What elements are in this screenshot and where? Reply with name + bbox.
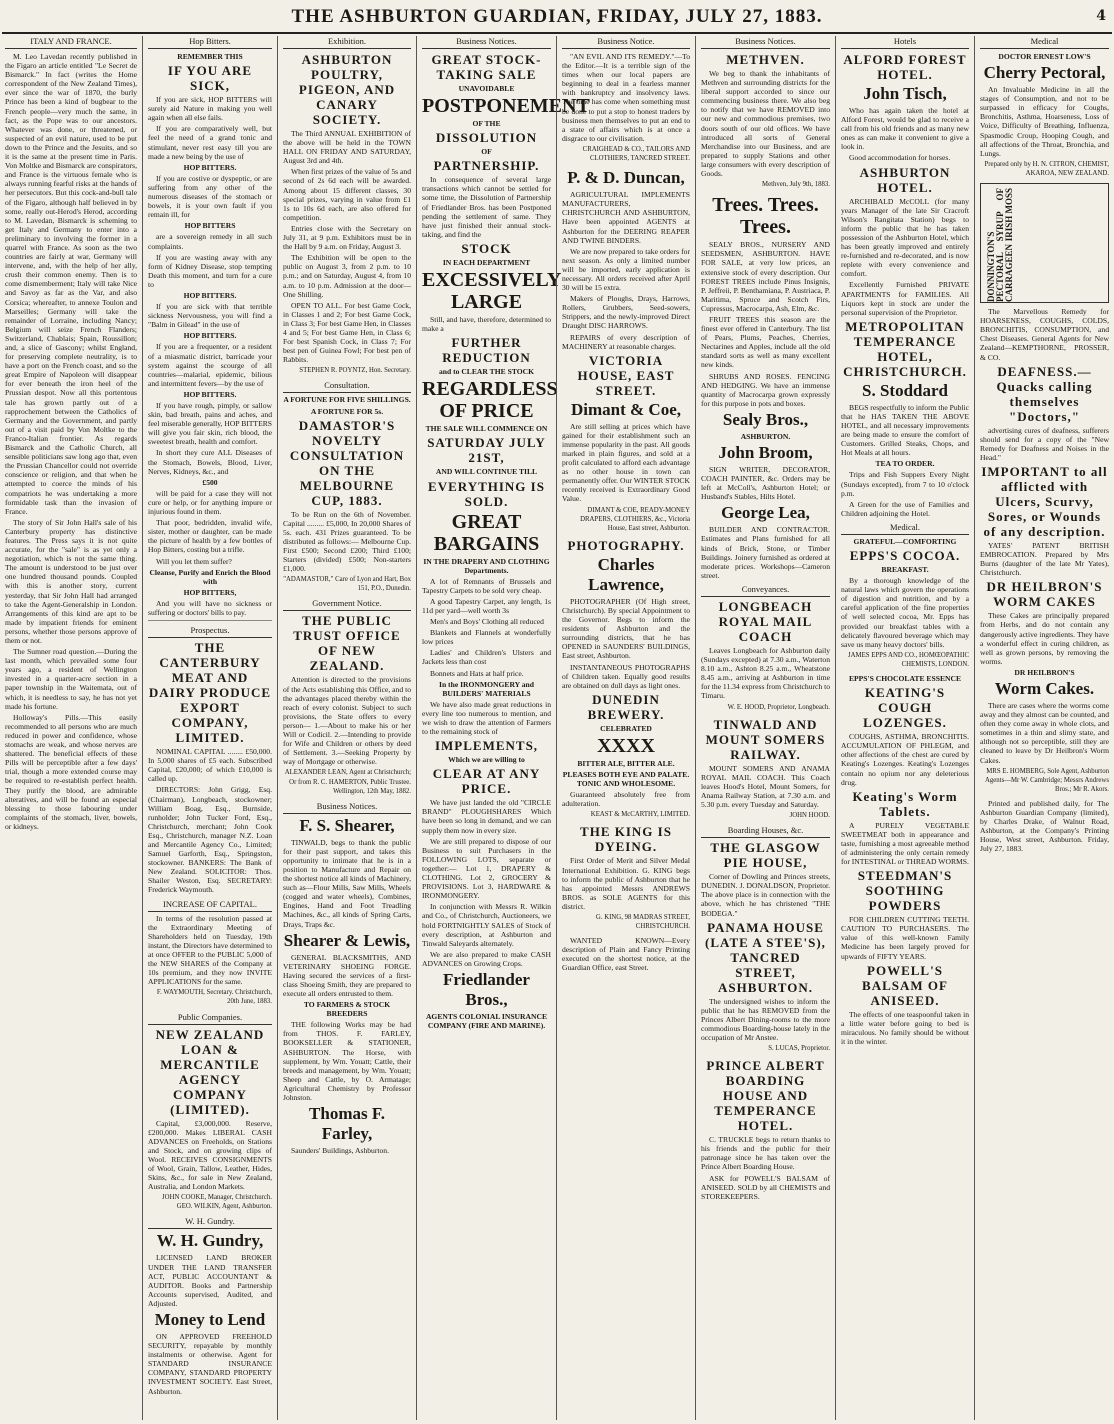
article-paragraph: Are still selling at prices which have gained for their establishment such an immense popularity in the past. All goods marked in plain figures, and sold at a profit calculated to afford each advantage as no other house in town can permanently offer. Our WINTER STOCK recently received is Extraordinary Good Value.	[562, 421, 690, 504]
article-paragraph: Capital, £3,000,000. Reserve, £200,000. Makes LIBERAL CASH ADVANCES on Freeholds, on Stations and Stock, and on growing clips of Wool. RECEIVES CONSIGNMENTS of Wool, Grain, Tallow, Leather, Hides, Skins, &c., for sale in New Zealand, Australia, and London Markets.	[148, 1118, 272, 1192]
advert-heading: PRINCE ALBERT BOARDING HOUSE AND TEMPERANCE HOTEL.	[706, 1058, 825, 1134]
advert-name: Dimant & Coe,	[570, 399, 681, 419]
advert-name: Worm Cakes.	[994, 679, 1095, 698]
article-paragraph: Saunders' Buildings, Ashburton.	[291, 1146, 389, 1156]
article-paragraph: If you are sick, HOP BITTERS will surely aid Nature in making you well again when all else fails.	[148, 95, 272, 123]
column-heading: Exhibition.	[283, 36, 411, 49]
advert-line: PLEASES BOTH EYE AND PALATE. TONIC AND WHOLESOME.	[562, 769, 690, 789]
advert-line: Which we are willing to	[448, 755, 525, 765]
advert-line: IN THE DRAPERY AND CLOTHING Departments.	[423, 556, 550, 575]
advert-signature: MRS E. HOMBERG, Sole Agent, Ashburton Agents—Mr W. Cambridge; Messrs Andrews Bros.; Mr R. Akors.	[984, 767, 1109, 793]
advert-name: Shearer & Lewis,	[283, 930, 411, 950]
article-paragraph: M. Leo Lavedan recently published in the Figaro an article entitled "Le Secret de Bismarck." In fact (writes the Home correspondent of the New Zealand Times), ever since the war of 1870, the burly Prince has been a kind of bugbear to the French people—very much the same, in fact, as the Pope was to our ancestors. Whatever was done, or threatened, or suspected of an evil nature, used to be put down to the Prince and the Jesuits, and so it is the same at the present time in Paris. Von Moltke and Bismarck are conspirators, and France is the virtuous female who is always running fearful risks at the hands of her persecutors. But this cock-and-bull tale of the Figaro, although half believed in by some, really out-Herod's Herod, according to M. Lavedan, Bismarck is scheming to get Italy and Germany to enter into a preliminary to involving the former in a quarrel with France. As soon as the two countries are fairly at war, Germany will intervene, and, with the help of her ally, crush their common enemy. Then is to come dismemberment; Italy will take Nice and Savoy as far as the Var, and also Corsica; whereafter, to annexe Toulon and Marseilles; Germany will take the remainder of Lorraine, including Nancy; Belgium will seize French Flanders; Switzerland, Chablais; Spain, Roussillon; and, a slice of Gascony; whilst England, for preserving complete neutrality, is to have a port on the French coast, and so the great Empire of Napoleon will disappear for ever beneath the iron heel of the Prussian despot. Now all this portentous tale has grown partly out of a rapprochement between the Catholics of Germany and the Government, and partly out of a visit paid by Von Moltke to the Franco-Italian frontier. As regards Bismarck and the Catholic Church, all sensible politicians saw long ago that, even the Prussian Chancellor could not override conscience or religion, and that when he attempted to coerce the minds of his compatriots he was undertaking a more formidable task than the invasion of France.	[5, 52, 137, 516]
advert-heading: PANAMA HOUSE (LATE A STEE'S), TANCRED STREET, ASHBURTON.	[705, 919, 826, 995]
article-paragraph: The Third ANNUAL EXHIBITION of the above will be held in the TOWN HALL ON FRIDAY AND SATURDAY, August 3rd and 4th.	[283, 129, 411, 166]
column-heading: Hop Bitters.	[148, 36, 272, 49]
article-paragraph: YATES' PATENT BRITISH EMBROCATION. Prepared by Mrs Burns (daughter of the late Mr Yates), Christchurch.	[980, 540, 1109, 578]
advert-line: AND WILL CONTINUE TILL	[435, 467, 538, 477]
advert-heading: DAMASTOR'S NOVELTY CONSULTATION ON THE MELBOURNE CUP, 1883.	[289, 417, 405, 508]
advert-line: REMEMBER THIS	[177, 52, 243, 61]
advert-name: Friedlander Bros.,	[443, 969, 530, 1009]
article-paragraph: SHRUBS AND ROSES. FENCING AND HEDGING. We have an immense quantity of Macrocarpa grown expressly for this purpose in pots and boxes.	[701, 371, 830, 408]
column-5	[556, 36, 695, 1420]
advert-line: HOP BITTERS.	[183, 389, 237, 399]
article-paragraph: If you are costive or dyspeptic, or are suffering from any other of the numerous diseases of the stomach or bowels, it is your own fault if you remain ill, for	[148, 173, 272, 220]
page-number: 4	[1096, 8, 1106, 24]
article-paragraph: A good Tapestry Carpet, any length, 1s 11d per yard—well worth 3s	[422, 596, 551, 615]
advert-heading: PHOTOGRAPHY.	[567, 537, 685, 553]
column-3	[277, 36, 416, 1420]
article-paragraph: FOR CHILDREN CUTTING TEETH. CAUTION TO PURCHASERS. The value of this well-known Family Medicine has been largely proved for upwards of FIFTY YEARS.	[841, 915, 969, 961]
advert-signature: STEPHEN R. POYNTZ, Hon. Secretary.	[299, 367, 411, 375]
article-paragraph: Good accommodation for horses.	[849, 153, 951, 163]
advert-heading: DR HEILBRON'S WORM CAKES	[986, 579, 1103, 610]
advert-heading: TINWALD AND MOUNT SOMERS RAILWAY.	[705, 716, 826, 762]
article-paragraph: are a sovereign remedy in all such complaints.	[148, 232, 272, 251]
advert-name: S. Stoddard	[862, 380, 948, 400]
advert-heading: GREAT STOCK-TAKING SALE	[431, 52, 542, 82]
advert-line: UNAVOIDABLE	[458, 84, 515, 93]
advert-heading: IMPORTANT to all afflicted with Ulcers, Scurvy, Sores, or Wounds of any description.	[981, 463, 1108, 539]
article-paragraph: We have also made great reductions in every line too numerous to mention, and we wish to draw the attention of Farmers to the remaining stock of	[422, 699, 551, 737]
advert-line: CELEBRATED	[600, 723, 652, 733]
advert-heading: THE KING IS DYEING.	[580, 824, 672, 855]
advert-name: Money to Lend	[154, 1310, 266, 1329]
advert-name: Sealy Bros.,	[722, 409, 809, 429]
column-4	[416, 36, 590, 1420]
article-paragraph: NOMINAL CAPITAL ........ £50,000. In 5,000 shares of £5 each. Subscribed Capital, £20,000; of which £10,000 is called up.	[148, 747, 272, 784]
advert-heading: LONGBEACH ROYAL MAIL COACH	[718, 598, 813, 644]
article-paragraph: OPEN TO ALL. For best Game Cock, in Classes 1 and 2; For best Game Cock, in Class 3; For best Game Hen, in Classes 4 and 5; For best Game Hen, in Class 6; For best Spanish Cock, in Class 7; For best pen of Guinea Fowl; For best pen of Rabbits.	[283, 300, 411, 365]
article-paragraph: To be Run on the 6th of November. Capital ......... £5,000, In 20,000 Shares of 5s. each. 431 Prizes guaranteed. To be distributed as follows:— Melbourne Cup. First £500; Second £200; Third £100; Starters (divided) £500; Non-starters £1,000.	[283, 509, 411, 574]
advert-heading: CLEAR AT ANY PRICE.	[432, 766, 541, 797]
advert-name: W. H. Gundry,	[156, 1231, 264, 1251]
article-paragraph: These Cakes are principally prepared from Herbs, and do not contain any dangerously active ingredients. They have a wonderful effect in curing children, as well as grown persons, by removing the worms.	[980, 611, 1109, 666]
advert-signature: ALEXANDER LEAN, Agent at Christchurch; Or from R. C. HAMERTON, Public Trustee. Wellington, 12th May, 1882.	[284, 769, 411, 795]
advert-heading: THE PUBLIC TRUST OFFICE OF NEW ZEALAND.	[293, 613, 401, 674]
article-paragraph: MOUNT SOMERS AND ANAMA ROYAL MAIL COACH. This Coach leaves Hood's Hotel, Mount Somers, for Anama Railway Station, at 7.30 a.m. and 5.30 p.m. every Tuesday and Saturday.	[701, 763, 830, 809]
article-paragraph: GENERAL BLACKSMITHS, AND VETERINARY SHOEING FORGE. Having secured the services of a first-class Shoeing Smith, they are prepared to execute all orders entrusted to them.	[283, 952, 411, 998]
article-paragraph: ARCHIBALD McCOLL (for many years Manager of the late Sir Cracroft Wilson's Rangitata Station) begs to inform the public that he has taken possession of the Ashburton Hotel, which has been greatly improved and entirely re-furnished and re-decorated, and is now replete with every convenience and comfort.	[841, 196, 969, 279]
column-heading: Business Notices.	[422, 36, 551, 49]
article-paragraph: REPAIRS of every description of MACHINERY at reasonable charges.	[562, 332, 690, 351]
advert-line: TEA TO ORDER.	[875, 459, 935, 469]
article-paragraph: An Invaluable Medicine in all the stages of Consumption, and not to be surpassed in efficacy for Coughs, Bronchitis, Asthma, Hoarseness, Loss of Voice, Difficulty of Breathing, Influenza, Spasmodic Croup, Hooping Cough, and all affections of the Throat, Bronchia, and Lungs.	[980, 85, 1109, 158]
section-divider	[148, 620, 272, 621]
advert-signature: JAMES EPPS AND CO., HOMŒOPATHIC CHEMISTS, LONDON.	[848, 651, 969, 668]
advert-name: Cherry Pectoral,	[983, 63, 1106, 83]
section-heading: Prospectus.	[148, 625, 272, 638]
advert-line: HOP BITTERS	[184, 221, 236, 231]
article-paragraph: BUILDER AND CONTRACTOR. Estimates and Plans furnished for all kinds of Brick, Stone, or Timber Buildings. Joinery furnished as ordered at moderate prices. Workshops—Cameron street.	[701, 525, 830, 580]
section-heading: Consultation.	[283, 380, 411, 393]
advert-heading: DEAFNESS.—Quacks calling themselves "Doctors,"	[996, 363, 1093, 424]
advert-line: HOP BITTERS,	[183, 587, 237, 597]
advert-heading: ASHBURTON POULTRY, PIGEON, AND CANARY SOCIETY.	[298, 52, 396, 127]
advert-name: P. & D. Duncan,	[567, 168, 685, 188]
advert-signature: F. WAYMOUTH, Secretary. Christchurch, 20th June, 1883.	[156, 989, 272, 1006]
advert-line: A FORTUNE FOR FIVE SHILLINGS.	[283, 395, 411, 405]
newspaper-title: THE ASHBURTON GUARDIAN, FRIDAY, JULY 27, 1883.	[291, 6, 823, 27]
advert-signature: JOHN COOKE, Manager, Christchurch. GEO. WILKIN, Agent, Ashburton.	[162, 1194, 272, 1211]
section-heading: Government Notice.	[283, 598, 411, 611]
advert-heading: IF YOU ARE SICK,	[167, 63, 253, 94]
article-paragraph: Corner of Dowling and Princes streets, DUNEDIN. J. DONALDSON, Proprietor. The above place is in connection with the above, which he has christened "THE BODEGA."	[701, 872, 830, 918]
advert-heading: SATURDAY JULY 21ST,	[427, 435, 546, 466]
article-paragraph: In short they cure ALL Diseases of the Stomach, Bowels, Blood, Liver, Nerves, Kidneys, &c., and	[148, 448, 272, 476]
section-heading: Medical.	[841, 522, 969, 535]
article-paragraph: In consequence of several large transactions which cannot be settled for some time, the Dissolution of Partnership of Friedlander Bros. has been Postponed pending the settlement of same. They have just finished their annual stock-taking, and find the	[422, 175, 551, 239]
article-paragraph: Excellently Furnished PRIVATE APARTMENTS for FAMILIES. All Liquors kept in stock are under the personal supervision of the Proprietor.	[841, 280, 969, 317]
advert-line: DR HEILBRON'S	[1014, 667, 1075, 677]
article-paragraph: advertising cures of deafness, sufferers should send for a copy of the "New Remedy for Deafness and Noises in the Head."	[980, 425, 1109, 462]
advert-line: OF THE	[472, 119, 501, 129]
column-7	[835, 36, 974, 1420]
article-paragraph: BEGS respectfully to inform the Public that he HAS TAKEN THE ABOVE HOTEL, and all necessary improvements are being made to ensure the comfort of Customers. Grilled Steaks, Chops, and Hot Meals at all hours.	[841, 402, 970, 458]
advert-heading: DISSOLUTION	[435, 130, 538, 146]
article-paragraph: There are cases where the worms come away and they almost can be counted, and often they come away in whole clots, and sometimes in a thin and slimy state, and although not so perceptible, still they are cleaned to leave by Dr Heilbron's Worm Cakes.	[980, 701, 1109, 765]
advert-heading: POWELL'S BALSAM OF ANISEED.	[862, 962, 948, 1008]
advert-line: IN EACH DEPARTMENT	[442, 257, 531, 267]
advert-line: GRATEFUL—COMFORTING	[853, 536, 957, 546]
advert-line: BREAKFAST.	[881, 565, 929, 574]
column-2	[142, 36, 277, 1420]
advert-line: DOCTOR ERNEST LOW'S	[998, 52, 1091, 61]
advert-line: A FORTUNE FOR 5s.	[310, 406, 384, 416]
column-1	[0, 36, 142, 1420]
advert-line: THE SALE WILL COMMENCE ON	[425, 424, 548, 434]
article-paragraph: PHOTOGRAPHER (Of High street, Christchurch). By special Appointment to the Governor. Begs to inform the residents of Ashburton and the surrounding districts, that he has OPENED in SAUNDERS' BUILDINGS, East street, Ashburton.	[562, 596, 690, 661]
advert-name: George Lea,	[721, 503, 810, 523]
article-paragraph: If you are sick with that terrible sickness Nervousness, you will find a "Balm in Gilead" in the use of	[148, 302, 272, 330]
advert-line: ASHBURTON.	[740, 431, 791, 441]
article-paragraph: We are still prepared to dispose of our Business to suit Purchasers in the FOLLOWING LOTS, separate or together:— Lot 1, DRAPERY & CLOTHING. Lot 2, GROCERY & PROVISIONS. Lot 3, HARDWARE & IRONMONGERY.	[422, 836, 551, 901]
section-heading: INCREASE OF CAPITAL.	[148, 899, 272, 912]
section-heading: Boarding Houses, &c.	[701, 825, 830, 838]
advert-heading: VICTORIA HOUSE, EAST STREET.	[577, 352, 675, 398]
column-8	[974, 36, 1114, 1420]
advert-display: Trees. Trees. Trees.	[712, 194, 819, 239]
column-6	[695, 36, 835, 1420]
advert-display: EXCESSIVELY LARGE	[422, 269, 562, 314]
article-paragraph: First Order of Merit and Silver Medal International Exhibition. G. KING begs to inform the public of Ashburton that he has appointed Messrs ANDREWS BROS. as SOLE AGENTS for this district.	[562, 856, 690, 911]
article-paragraph: Entries close with the Secretary on July 31, at 9 p.m. Exhibitors must be in the Hall by 9 a.m. on Friday, August 3.	[283, 223, 411, 252]
article-paragraph: ON APPROVED FREEHOLD SECURITY, repayable by monthly instalments or otherwise. Agent for STANDARD INSURANCE COMPANY, STANDARD PROPERTY INVESTMENT SOCIETY. East Street, Ashburton.	[148, 1332, 272, 1396]
article-paragraph: That poor, bedridden, invalid wife, sister, mother or daughter, can be made the picture of health by a few bottles of Hop Bitters, costing but a trifle.	[148, 518, 272, 555]
advert-heading: PARTNERSHIP.	[433, 158, 540, 174]
advert-heading: FURTHER REDUCTION	[442, 335, 531, 366]
article-paragraph: FRUIT TREES this season are the finest ever offered in Canterbury. The list of Pears, Plums, Peaches, Cherries, Nectarines and Apples, include all the old standard sorts as well as many excellent new kinds.	[701, 314, 830, 370]
article-paragraph: Ladies' and Children's Ulsters and Jackets less than cost	[422, 648, 551, 667]
advert-name: F. S. Shearer,	[299, 815, 395, 835]
article-paragraph: The Exhibition will be open to the public on August 3, from 2 p.m. to 10 p.m.; and on Saturday, August 4, from 10 a.m. to 10 p.m. Admission at the door—One Shilling.	[283, 253, 411, 299]
advert-line: EPPS'S CHOCOLATE ESSENCE	[848, 674, 962, 684]
advert-heading: THE GLASGOW PIE HOUSE,	[710, 840, 821, 871]
article-paragraph: AGRICULTURAL IMPLEMENTS MANUFACTURERS, CHRISTCHURCH AND ASHBURTON, Have been appointed AGENTS at Ashburton for the DEERING REAPER AND TWINE BINDERS.	[562, 190, 690, 245]
article-paragraph: Will you let them suffer?	[156, 556, 232, 566]
advert-heading: EPPS'S COCOA.	[849, 548, 961, 563]
article-paragraph: In terms of the resolution passed at the Extraordinary Meeting of Shareholders held on Tuesday, 19th instant, the Directors have determined to at once OFFER to the PUBLIC 5,000 of the NEW SHARES of the Company at 10s premium, and they now INVITE APPLICATIONS for the same.	[148, 913, 272, 987]
advert-heading: DUNEDIN BREWERY.	[587, 691, 665, 722]
advert-signature: S. LUCAS, Proprietor.	[768, 1045, 830, 1053]
advert-name: Charles Lawrence,	[588, 554, 664, 594]
advert-signature: KEAST & McCARTHY, LIMITED.	[590, 811, 690, 819]
advert-heading: ALFORD FOREST HOTEL.	[843, 52, 967, 82]
article-paragraph: If you are comparatively well, but feel the need of a grand tonic and stimulant, never rest easy till you are made a new being by the use of	[148, 124, 272, 161]
article-paragraph: Trips and Fish Suppers Every Night (Sundays excepted), from 7 to 10 o'clock p.m.	[841, 470, 969, 498]
article-paragraph: We beg to thank the inhabitants of Methven and surrounding districts for the liberal support accorded to since our commencing business there. We also beg to notify that we have REMOVED into our new and commodious premises, two doors south of our old offices. We have introduced all sorts of General Merchandise into our Business, and are prepared to supply Stations and other large consumers with every description of Goods.	[701, 69, 830, 179]
article-paragraph: If you are a frequenter, or a resident of a miasmatic district, barricade your system against the scourge of all countries—malarial, epidemic, bilious and intermittent fevers—by the use of	[148, 342, 272, 388]
vertical-advert-text: IRISH MOSS	[1004, 188, 1014, 242]
article-paragraph: will be paid for a case they will not cure or help, or for anything impure or injurious found in them.	[148, 488, 272, 517]
advert-heading: KEATING'S COUGH LOZENGES.	[863, 685, 947, 731]
advert-signature: "ADAMASTOR," Care of Lyon and Hart, Box 151, P.O., Dunedin.	[283, 576, 411, 593]
advert-line: Cleanse, Purify and Enrich the Blood with	[149, 567, 271, 586]
masthead-rule	[2, 32, 1112, 34]
article-paragraph: Blankets and Flannels at wonderfully low prices	[422, 628, 551, 647]
vertical-advert-text: DONNINGTON'S PECTORAL SYRUP OF CARRAGEEN	[986, 188, 1015, 303]
article-paragraph: If you are wasting away with any form of Kidney Disease, stop tempting Death this moment, and turn for a cure to	[148, 252, 272, 289]
advert-display: GREAT BARGAINS	[433, 510, 540, 555]
advert-heading: EVERYTHING IS SOLD.	[428, 478, 545, 509]
advert-line: TO FARMERS & STOCK BREEDERS	[303, 1000, 391, 1019]
article-paragraph: ASK for POWELL'S BALSAM of ANISEED. SOLD by all CHEMISTS and STOREKEEPERS.	[701, 1173, 830, 1201]
advert-name: John Tisch,	[863, 84, 947, 103]
advert-signature: Prepared only by H. N. CITRON, CHEMIST, AKAROA, NEW ZEALAND.	[984, 160, 1109, 177]
article-paragraph: A PURELY VEGETABLE SWEETMEAT both in appearance and taste, furnishing a most agreeable method of administering the only certain remedy for INTESTINAL or THREAD WORMS.	[841, 820, 969, 867]
advert-heading: Keating's Worm Tablets.	[852, 788, 958, 819]
advert-heading: THE CANTERBURY MEAT AND DAIRY PRODUCE EXPORT COMPANY, LIMITED.	[148, 640, 272, 746]
column-heading: Medical	[980, 36, 1109, 49]
advert-heading: METROPOLITAN TEMPERANCE HOTEL, CHRISTCHURCH.	[843, 318, 967, 379]
advert-signature: JOHN HOOD.	[789, 812, 830, 820]
advert-line: and to CLEAR THE STOCK	[438, 367, 535, 377]
advert-line: In the IRONMONGERY and BUILDERS' MATERIALS	[438, 679, 535, 698]
article-paragraph: Holloway's Pills.—This easily recommended to all persons who are much reduced in power and confidence, whose stomachs are weak, and whose nerves are shattered. The beneficial effects of these Pills will be perceptible after a few days' trial, though a more extended course may be required to re-establish perfect health. They purify the blood, are admirable alteratives, and will be found an especial blessing to those labouring under complaints of the stomach, liver, bowels, or kidneys.	[5, 712, 137, 831]
article-paragraph: By a thorough knowledge of the natural laws which govern the operations of digestion and nutrition, and by a careful application of the fine properties of well selected cocoa, Mr. Epps has provided our breakfast tables with a delicately flavoured beverage which may save us many heavy doctors' bills.	[841, 576, 969, 649]
article-paragraph: Who has again taken the hotel at Alford Forest, would be glad to receive a call from his old friends and as many new ones as can make it convenient to give a look in.	[841, 106, 969, 152]
article-paragraph: THE following Works may be had from THOS. F. FARLEY, BOOKSELLER & STATIONER, ASHBURTON. The Horse, with supplement, by Wm. Youatt; Cattle, their breeds and management, by Wm. Youatt; Sheep and Cattle, by O. Armatage; Agricultural Chemistry by Professor Johnston.	[283, 1020, 411, 1103]
article-paragraph: SIGN WRITER, DECORATOR, COACH PAINTER, &c. Orders may be left at McColl's, Ashburton Hotel; or Husband's Stables, Hilts Hotel.	[701, 465, 830, 502]
advert-display: XXXX	[597, 734, 655, 757]
article-paragraph: SEALY BROS., NURSERY AND SEEDSMEN, ASHBURTON. HAVE FOR SALE, at very low prices, an extensive stock of every description. Our FOREST TREES include Pinus Insignis, P. Jeffreii, P. Benthamiana, P. Austriaca, P. Maritima, Spruce and Scotch Firs, Cupressus, Macrocarpa, Ash, Elm, &c.	[701, 240, 830, 313]
column-heading: ITALY AND FRANCE.	[5, 36, 137, 49]
article-paragraph: DIRECTORS: John Grigg, Esq. (Chairman), Longbeach, stockowner; William Boag, Esq., Burnside, runholder; John Tucker Ford, Esq., Christchurch, merchant; John Cook Esq., Christchurch, manager N.Z. Loan and Mercantile Agency Co., Limited; Samuel Garforth, Esq., Springston, stockowner. BANKERS: The Bank of New Zealand. SOLICITOR: Thos. Shailer Weston, Esq. SECRETARY: Frederick Waymouth.	[148, 785, 272, 895]
advert-heading: STOCK	[461, 240, 512, 256]
advert-line: AGENTS COLONIAL INSURANCE COMPANY (FIRE AND MARINE).	[425, 1011, 548, 1031]
column-heading: Business Notice.	[562, 36, 690, 49]
article-paragraph: When first prizes of the value of 5s and second of 2s 6d each will be awarded. Among about 15 different classes, 30 special prizes, varying in value from £1 1s to 10s 6d each, are also offered for competition.	[283, 167, 411, 222]
advert-heading: NEW ZEALAND LOAN & MERCANTILE AGENCY COMPANY (LIMITED).	[155, 1026, 265, 1117]
section-heading: Business Notices.	[283, 801, 411, 814]
article-paragraph: The story of Sir John Hall's sale of his Canterbury property has distinctive features. The Press says it is not quite accurate, for the "sale" is as yet only a negotiation, which is not the same thing. The amount is understood to be just over one hundred thousand pounds. Coupled with this is another story, current yesterday, that Sir John Hall had arranged to take the Agent-Generalship in London. Arrangements of this kind are apt to be made by impatient friends for eminent persons, whether those persons approve of them or not.	[5, 517, 137, 645]
article-paragraph: Printed and published daily, for The Ashburton Guardian Company (limited), by Charles Drake, of Walnut Road, Ashburton, at the Company's Printing House, West street, Ashburton. Friday, July 27, 1883.	[980, 798, 1109, 854]
article-paragraph: Attention is directed to the provisions of the Acts establishing this Office, and to the advantages placed thereby within the reach of every colonist. Subject to such provisions, the State offers to every person— 1.—About to make his or her Will or Codicil. 2.—Intending to provide for Wife and Children or others by deed of Settlement. 3.—Seeking Property by way of Mortgage or otherwise.	[283, 675, 411, 767]
article-paragraph: The undersigned wishes to inform the public that he has REMOVED from the Princes Albert Dining-rooms to the more commodious Boarding-house lately in the occupation of Mr Anstee.	[701, 996, 830, 1042]
advert-heading: METHVEN.	[726, 52, 805, 67]
article-paragraph: LICENSED LAND BROKER UNDER THE LAND TRANSFER ACT, PUBLIC ACCOUNTANT & AUDITOR. Books and Partnership Accounts supervised, Audited, and Adjusted.	[148, 1253, 272, 1308]
article-paragraph: In conjunction with Messrs R. Wilkin and Co., of Christchurch, Auctioneers, we hold FORTNIGHTLY SALES of Stock of every description, at Ashburton and Tinwald Saleyards alternately.	[422, 902, 551, 948]
advert-line: HOP BITTERS.	[183, 290, 237, 300]
article-paragraph: We have just landed the old "CIRCLE BRAND" PLOUGHSHARES Which have been so long in demand, and we can supply them now in every size.	[422, 798, 551, 835]
advert-signature: DIMANT & COE, READY-MONEY DRAPERS, CLOTHIERS, &c., Victoria House, East street, Ashburton.	[580, 506, 690, 532]
advert-line: BITTER ALE, BITTER ALE.	[577, 758, 675, 768]
article-paragraph: The Marvellous Remedy for HOARSENESS, COUGHS, COLDS, BRONCHITIS, CONSUMPTION, and Chest Diseases. General Agents for New Zealand—KEMPTHORNE, PROSSER, & CO.	[980, 307, 1109, 362]
article-paragraph: Still, and have, therefore, determined to make a	[422, 315, 551, 334]
section-heading: Conveyances.	[701, 584, 830, 597]
advert-line: HOP BITTERS.	[183, 162, 237, 172]
advert-signature: CRAIGHEAD & CO., TAILORS AND CLOTHIERS, TANCRED STREET.	[582, 145, 690, 163]
advert-signature: Methven, July 9th, 1883.	[762, 181, 830, 189]
advert-line: £500	[202, 477, 218, 487]
vertical-advert-box	[980, 183, 1109, 303]
advert-display: REGARDLESS OF PRICE	[422, 378, 558, 423]
article-paragraph: The Sumner road question.—During the last month, which prevailed some four years ago, a resident of Wellington invested in a quarter-acre section in a paper township in the Waitemata, out of which, it is needless to say, he has not yet made his fortune.	[5, 647, 137, 711]
advert-signature: W. E. HOOD, Proprietor, Longbeach.	[727, 703, 830, 711]
advert-heading: ASHBURTON HOTEL.	[859, 164, 951, 195]
article-paragraph: A lot of Remnants of Brussels and Tapestry Carpets to be sold very cheap.	[422, 576, 551, 595]
article-paragraph: TINWALD, begs to thank the public for their past support, and takes this opportunity to intimate that he is in a position to Manufacture and Repair on the shortest notice all kinds of Machinery, such as—Flour Mills, Saw Mills, Wheels (cogged and water wheels), Combines, Engines, Hand and Foot Treadling Machines, &c., all kinds of Spring Carts, Drays, Traps &c.	[283, 837, 411, 929]
article-paragraph: C. TRUCKLE begs to return thanks to his friends and the public for their patronage since he has taken over the Prince Albert Boarding House.	[701, 1135, 830, 1172]
advert-heading: IMPLEMENTS,	[434, 738, 539, 754]
article-paragraph: INSTANTANEOUS PHOTOGRAPHS of Children taken. Equally good results are obtained on dull days as light ones.	[562, 662, 690, 690]
article-paragraph: We are also prepared to make CASH ADVANCES on Growing Crops.	[422, 949, 551, 968]
section-heading: W. H. Gundry.	[148, 1216, 272, 1229]
article-paragraph: Makers of Ploughs, Drays, Harrows, Rollers, Grubbers, Seed-sowers, Strippers, and the newly-improved Direct Draught DISC HARROWS.	[562, 294, 690, 331]
article-paragraph: If you have rough, pimply, or sallow skin, bad breath, pains and aches, and feel miserable generally, HOP BITTERS will give you fair skin, rich blood, the sweetest breath, health and comfort.	[148, 401, 272, 447]
article-paragraph: Bonnets and Hats at half price.	[430, 668, 524, 678]
section-heading: Public Companies.	[148, 1012, 272, 1025]
article-paragraph: Men's and Boys' Clothing all reduced	[430, 617, 544, 627]
advert-name: Thomas F. Farley,	[309, 1104, 385, 1144]
article-paragraph: COUGHS, ASTHMA, BRONCHITIS. ACCUMULATION OF PHLEGM, and other affections of the chest are cured by Keating's Lozenges. Keating's Lozenges contain no opium nor any deleterious drug.	[841, 732, 969, 787]
advert-name: John Broom,	[718, 443, 813, 462]
article-paragraph: And you will have no sickness or suffering or doctors' bills to pay.	[148, 598, 272, 617]
article-paragraph: Guaranteed absolutely free from adulteration.	[562, 790, 690, 809]
article-paragraph: WANTED KNOWN—Every description of Plain and Fancy Printing executed on the shortest notice, at the Guardian Office, east Street.	[562, 936, 690, 973]
advert-line: HOP BITTERS.	[183, 331, 237, 341]
article-paragraph: Leaves Longbeach for Ashburton daily (Sundays excepted) at 7.30 a.m., Waterton 8.10 a.m., Ashton 8.25 a.m., Wheatstone 8.45 a.m., arriving at Ashburton in time for the 11.34 express from Christchurch to Timaru.	[701, 645, 830, 701]
article-paragraph: We are now prepared to take orders for next season. As only a limited number will be imported, early application is necessary. All orders received after April 30 will be 15 extra.	[562, 246, 690, 293]
article-paragraph: "AN EVIL AND ITS REMEDY."—To the Editor.—It is a terrible sign of the times when our local papers are beginning to deal in a fearless manner with bankruptcy and insolvency laws. The time has come when something must be done to put a stop to honest traders by business men themselves to put an end to a state of affairs which is at once a disgrace to our civilisation.	[562, 52, 690, 143]
advert-display: POSTPONEMENT	[422, 95, 590, 118]
article-paragraph: The effects of one teaspoonful taken in a little water before going to bed is miraculous. No family should be without it in the winter.	[841, 1009, 969, 1046]
article-paragraph: A Green for the use of Families and Children adjoining the Hotel.	[841, 499, 969, 518]
advert-heading: STEEDMAN'S SOOTHING POWDERS	[857, 868, 953, 914]
column-heading: Business Notices.	[701, 36, 830, 49]
advert-signature: G. KING, 98 MADRAS STREET, CHRISTCHURCH.	[595, 914, 690, 931]
masthead	[0, 0, 1114, 34]
column-heading: Hotels	[841, 36, 969, 49]
advert-line: OF	[481, 147, 492, 157]
